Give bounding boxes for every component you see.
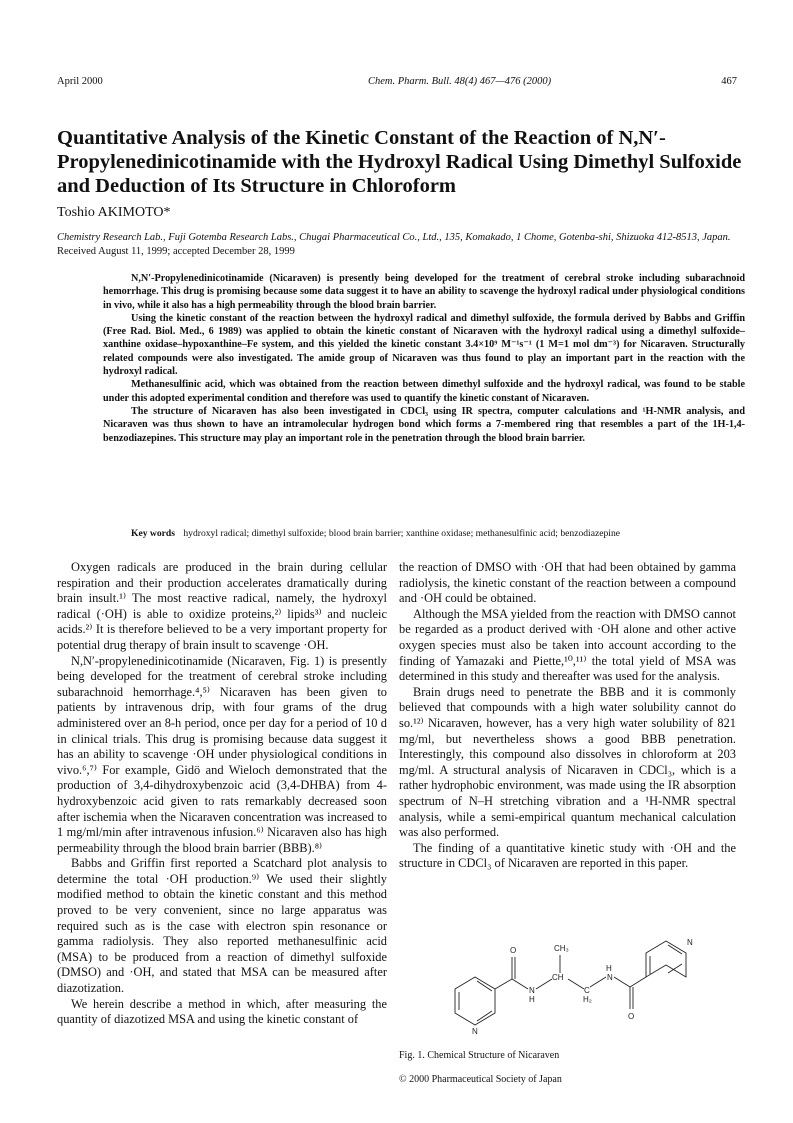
body-paragraph: The finding of a quantitative kinetic study with ·OH and the structure in CDCl₃ of Nicaraven are reported in this paper. [399, 840, 736, 871]
keywords-text: hydroxyl radical; dimethyl sulfoxide; blood brain barrier; xanthine oxidase; methanesulfinic acid; benzodiazepine [183, 528, 621, 539]
body-column-left [57, 560, 387, 1028]
nitrogen-label: N [607, 973, 613, 982]
pyridine-nitrogen-right: N [687, 938, 693, 947]
nitrogen-label: N [529, 986, 535, 995]
body-paragraph: Babbs and Griffin first reported a Scatchard plot analysis to determine the total ·OH production.⁹⁾ We used their slightly modified method to obtain the kinetic constant and this method proved to be very convenient, since no large apparatus was required such as is the case with electron spin resonance or gamma radiolysis. They also reported methanesulfinic acid (MSA) to be produced from a reaction of dimethyl sulfoxide (DMSO) and ·OH, and stated that MSA can be measured after diazotization. [57, 856, 387, 996]
running-header-journal: Chem. Pharm. Bull. 48(4) 467—476 (2000) [368, 76, 552, 87]
abstract-paragraph: The structure of Nicaraven has also been investigated in CDCl₃ using IR spectra, computer calculations and ¹H-NMR analysis, and Nicaraven was thus shown to have an intramolecular hydrogen bond which forms a 7-membered ring that resembles a part of the 1H-1,4-benzodiazepines. This structure may play an important role in the penetration through the blood brain barrier. [103, 405, 745, 444]
carbonyl-oxygen-left: O [510, 946, 517, 955]
methyl-label: CH₃ [554, 944, 569, 953]
right-pyridine-ring [646, 941, 686, 977]
methylene-label: H₂ [583, 995, 592, 1004]
nicaraven-structure-figure [430, 935, 730, 1045]
body-paragraph: Brain drugs need to penetrate the BBB and it is commonly believed that compounds with a high water solubility cannot do so.¹²⁾ Nicaraven, however, has a very high water solubility of 821 mg/ml, but nevertheless shows a good BBB penetration. Interestingly, this compound also dissolves in chloroform at 203 mg/ml. A structural analysis of Nicaraven in CDCl₃, which is a rather hydrophobic environment, was made using the IR absorption spectrum of N–H stretching vibration and a ¹H-NMR spectral analysis, while a semi-empirical quantum mechanical calculation was also performed. [399, 684, 736, 840]
pyridine-nitrogen-left: N [472, 1027, 478, 1036]
keywords-label: Key words [131, 528, 175, 539]
body-paragraph: the reaction of DMSO with ·OH that had been obtained by gamma radiolysis, the kinetic constant of the reaction between a compound and ·OH could be obtained. [399, 560, 736, 606]
body-paragraph: Although the MSA yielded from the reaction with DMSO cannot be regarded as a product derived with ·OH alone and other active oxygen species must also be taken into account according to the finding of Yamazaki and Piette,¹⁰,¹¹⁾ the total yield of MSA was determined in this study and thereafter was used for the analysis. [399, 606, 736, 684]
article-title: Quantitative Analysis of the Kinetic Constant of the Reaction of N,N′-Propylenedinicotinamide with the Hydroxyl Radical Using Dimethyl Sulfoxide and Deduction of Its Structure in Chloroform [57, 127, 742, 197]
carbon-label: C [584, 986, 590, 995]
abstract-paragraph: Methanesulfinic acid, which was obtained from the reaction between dimethyl sulfoxide and the hydroxyl radical, was found to be stable under this adopted experimental condition and therefore was used to quantify the kinetic constant of Nicaraven. [103, 379, 745, 404]
figure-caption: Fig. 1. Chemical Structure of Nicaraven [399, 1050, 560, 1061]
body-paragraph: N,N′-propylenedinicotinamide (Nicaraven, Fig. 1) is presently being developed for the treatment of cerebral stroke including subarachnoid hemorrhage.⁴,⁵⁾ Nicaraven has been given to patients by intravenous drip, with four grams of the drug administered over an 8-h period, once per day for a period of 10 d in clinical trials. This drug is promising because data suggest it has an ability to scavenge ·OH under physiological conditions in vivo.⁶,⁷⁾ For example, Gidö and Wieloch demonstrated that the production of 3,4-dihydroxybenzoic acid (3,4-DHBA) from 4-hydroxybenzoic acid given to rats remarkably decreased soon after ischemia when the Nicaraven concentration was increased to 1 mg/ml/min after intravenous infusion.⁶⁾ Nicaraven also has high permeability through the blood brain barrier (BBB).⁸⁾ [57, 653, 387, 855]
hydrogen-label: H [529, 995, 535, 1004]
page-number: 467 [721, 76, 737, 87]
copyright-notice: © 2000 Pharmaceutical Society of Japan [399, 1074, 562, 1085]
body-paragraph: Oxygen radicals are produced in the brain during cellular respiration and their production accelerates dramatically during brain insult.¹⁾ The most reactive radical, namely, the hydroxyl radical (·OH) is able to oxidize proteins,²⁾ lipids³⁾ and nucleic acids.²⁾ It is therefore believed to be a very important property for potential drug therapy of brain insult to scavenge ·OH. [57, 560, 387, 652]
abstract-paragraph: N,N′-Propylenedinicotinamide (Nicaraven) is presently being developed for the treatment of cerebral stroke including subarachnoid hemorrhage. This drug is promising because some data suggest it to have an ability to scavenge the hydroxyl radical under physiological conditions in vivo, while it also has a high permeability through the blood brain barrier. [103, 273, 745, 311]
keywords [131, 528, 620, 539]
author-name: Toshio AKIMOTO* [57, 205, 171, 220]
methine-label: CH [552, 973, 564, 982]
body-paragraph: We herein describe a method in which, after measuring the quantity of diazotized MSA and using the kinetic constant of [57, 996, 387, 1027]
body-column-right [399, 560, 736, 872]
affiliation [57, 231, 747, 258]
running-header-date: April 2000 [57, 76, 103, 87]
received-dates: Received August 11, 1999; accepted December 28, 1999 [57, 245, 295, 257]
left-pyridine-ring [455, 977, 495, 1025]
carbonyl-oxygen-right: O [628, 1012, 635, 1021]
abstract [103, 272, 745, 445]
affiliation-address: Chemistry Research Lab., Fuji Gotemba Research Labs., Chugai Pharmaceutical Co., Ltd., 135, Komakado, 1 Chome, Gotenba-shi, Shizuoka 412-8513, Japan. [57, 232, 731, 243]
abstract-paragraph: Using the kinetic constant of the reaction between the hydroxyl radical and dimethyl sulfoxide, the formula derived by Babbs and Griffin (Free Rad. Biol. Med., 6 1989) was applied to obtain the kinetic constant of Nicaraven with the hydroxyl radical using a dimethyl sulfoxide–xanthine oxidase–hypoxanthine–Fe system, and this yielded the kinetic constant 3.4×10⁹ M⁻¹s⁻¹ (1 M=1 mol dm⁻³) for Nicaraven. Structurally related compounds were also investigated. The amide group of Nicaraven was thus found to play an important part in the reaction with the hydroxyl radical. [103, 312, 745, 378]
hydrogen-label: H [606, 964, 612, 973]
